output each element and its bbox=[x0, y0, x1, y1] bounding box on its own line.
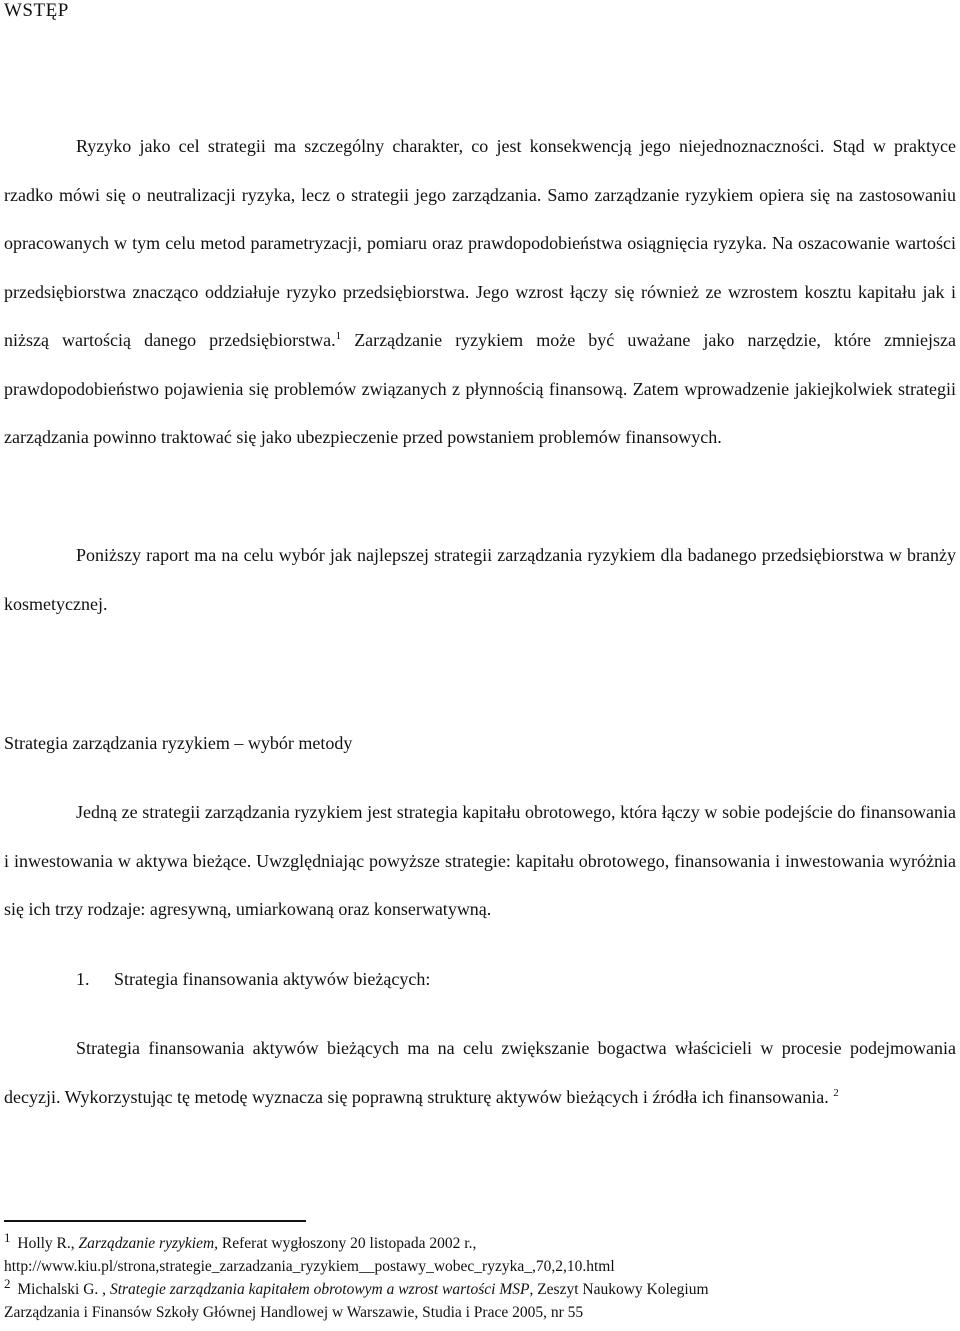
footnote-mark-2: 2 bbox=[4, 1276, 11, 1291]
intro-paragraph-2: Poniższy raport ma na celu wybór jak najlepszej strategii zarządzania ryzykiem dla badanego przedsiębiorstwa w branży kosmetycznej. bbox=[4, 545, 956, 614]
footnote-1 bbox=[4, 1232, 956, 1255]
intro-text-1: Ryzyko jako cel strategii ma szczególny charakter, co jest konsekwencją jego niejednoznaczności. Stąd w praktyce rzadko mówi się o neutralizacji ryzyka, lecz o strategii jego zarządzania. Samo zarządzanie ryzykiem opiera się na zastosowaniu opracowanych w tym celu metod parametryzacji, pomiaru oraz prawdopodobieństwa osiągnięcia ryzyka. Na oszacowanie wartości przedsiębiorstwa znacząco oddziałuje ryzyko przedsiębiorstwa. Jego wzrost łączy się również ze wzrostem kosztu kapitału jak i niższą wartością danego przedsiębiorstwa. bbox=[4, 136, 956, 350]
intro-paragraph-1 bbox=[4, 122, 956, 462]
footnote-1-url[interactable]: http://www.kiu.pl/strona,strategie_zarzadzania_ryzykiem__postawy_wobec_ryzyka_,70,2,10.html bbox=[4, 1258, 615, 1275]
footnote-ref-1[interactable]: 1 bbox=[335, 330, 342, 342]
section-title: Strategia zarządzania ryzykiem – wybór metody bbox=[4, 733, 353, 753]
footnote-2 bbox=[4, 1278, 956, 1301]
intro-text-1-cont: Zarządzanie ryzykiem może być uważane jako narzędzie, które zmniejsza prawdopodobieństwo pojawienia się problemów związanych z płynnością finansową. Zatem wprowadzenie jakiejkolwiek strategii zarządzania powinno traktować się jako ubezpieczenie przed powstaniem problemów finansowych. bbox=[4, 330, 956, 447]
footnote-2-line-2: Zarządzania i Finansów Szkoły Głównej Handlowej w Warszawie, Studia i Prace 2005, nr 55 bbox=[4, 1304, 584, 1321]
footnote-1-title: Zarządzanie ryzykiem, bbox=[78, 1235, 219, 1252]
list-item-number: 1. bbox=[76, 969, 90, 989]
list-item bbox=[76, 966, 430, 992]
footnote-2-title: Strategie zarządzania kapitałem obrotowym a wzrost wartości MSP bbox=[109, 1281, 530, 1298]
footnote-separator bbox=[4, 1220, 306, 1222]
footnote-2-rest: , Zeszyt Naukowy Kolegium bbox=[529, 1281, 709, 1298]
footnote-1-rest: Referat wygłoszony 20 listopada 2002 r., bbox=[221, 1235, 477, 1252]
footnote-2-author: Michalski G. , bbox=[17, 1281, 107, 1298]
section-paragraph-1: Jedną ze strategii zarządzania ryzykiem jest strategia kapitału obrotowego, która łączy w sobie podejście do finansowania i inwestowania w aktywa bieżące. Uwzględniając powyższe strategie: kapitału obrotowego, finansowania i inwestowania wyróżnia się ich trzy rodzaje: agresywną, umiarkowaną oraz konserwatywną. bbox=[4, 802, 956, 919]
footnote-1-author: Holly R., bbox=[17, 1235, 75, 1252]
footnotes bbox=[4, 1232, 956, 1324]
section-paragraph-2 bbox=[4, 1024, 956, 1121]
footnote-mark-1: 1 bbox=[4, 1230, 11, 1245]
footnote-ref-2[interactable]: 2 bbox=[833, 1086, 839, 1099]
page-heading: WSTĘP bbox=[4, 0, 69, 21]
list-item-label: Strategia finansowania aktywów bieżących: bbox=[114, 969, 431, 989]
section-text-2: Strategia finansowania aktywów bieżących ma na celu zwiększanie bogactwa właścicieli w procesie podejmowania decyzji. Wykorzystując tę metodę wyznacza się poprawną strukturę aktywów bieżących i źródła ich finansowania. bbox=[4, 1038, 956, 1107]
